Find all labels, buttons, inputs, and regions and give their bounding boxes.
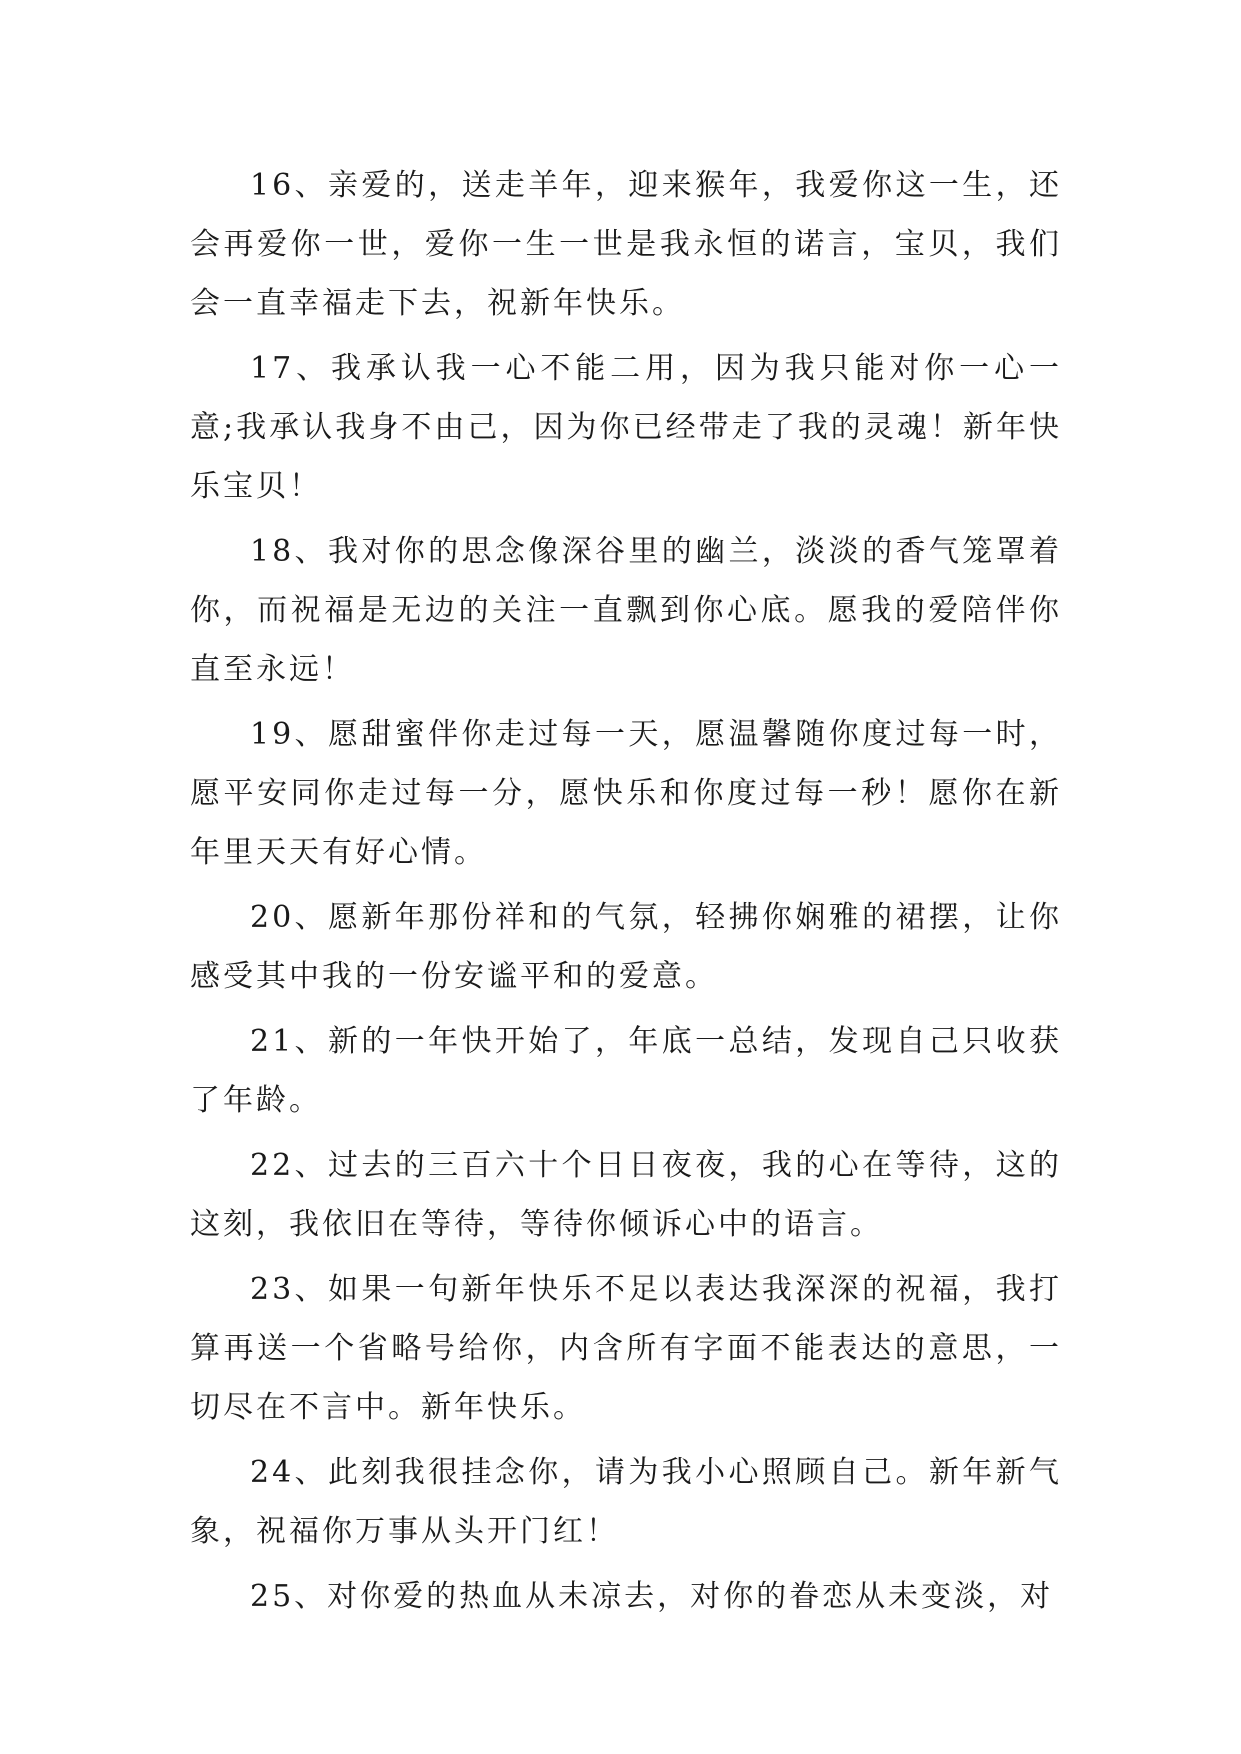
paragraph-25: 25、对你爱的热血从未凉去，对你的眷恋从未变淡，对: [250, 1579, 1054, 1614]
paragraph-17: 17、我承认我一心不能二用，因为我只能对你一心一意;我承认我身不由己，因为你已经带走了我的灵魂！新年快乐宝贝！: [190, 351, 1062, 504]
paragraph-18: 18、我对你的思念像深谷里的幽兰，淡淡的香气笼罩着你，而祝福是无边的关注一直飘到你心底。愿我的爱陪伴你直至永远！: [190, 534, 1062, 687]
paragraph-20: 20、愿新年那份祥和的气氛，轻拂你娴雅的裙摆，让你感受其中我的一份安谧平和的爱意。: [190, 900, 1062, 994]
paragraph-19: 19、愿甜蜜伴你走过每一天，愿温馨随你度过每一时，愿平安同你走过每一分，愿快乐和你度过每一秒！愿你在新年里天天有好心情。: [190, 717, 1062, 870]
paragraph-24: 24、此刻我很挂念你，请为我小心照顾自己。新年新气象，祝福你万事从头开门红！: [190, 1455, 1062, 1549]
document-body: [190, 156, 1062, 1632]
paragraph-22: 22、过去的三百六十个日日夜夜，我的心在等待，这的这刻，我依旧在等待，等待你倾诉心中的语言。: [190, 1148, 1062, 1242]
paragraph-16: 16、亲爱的，送走羊年，迎来猴年，我爱你这一生，还会再爱你一世，爱你一生一世是我永恒的诺言，宝贝，我们会一直幸福走下去，祝新年快乐。: [190, 168, 1062, 321]
paragraph-21: 21、新的一年快开始了，年底一总结，发现自己只收获了年龄。: [190, 1024, 1062, 1118]
paragraph-23: 23、如果一句新年快乐不足以表达我深深的祝福，我打算再送一个省略号给你，内含所有字面不能表达的意思，一切尽在不言中。新年快乐。: [190, 1272, 1062, 1425]
